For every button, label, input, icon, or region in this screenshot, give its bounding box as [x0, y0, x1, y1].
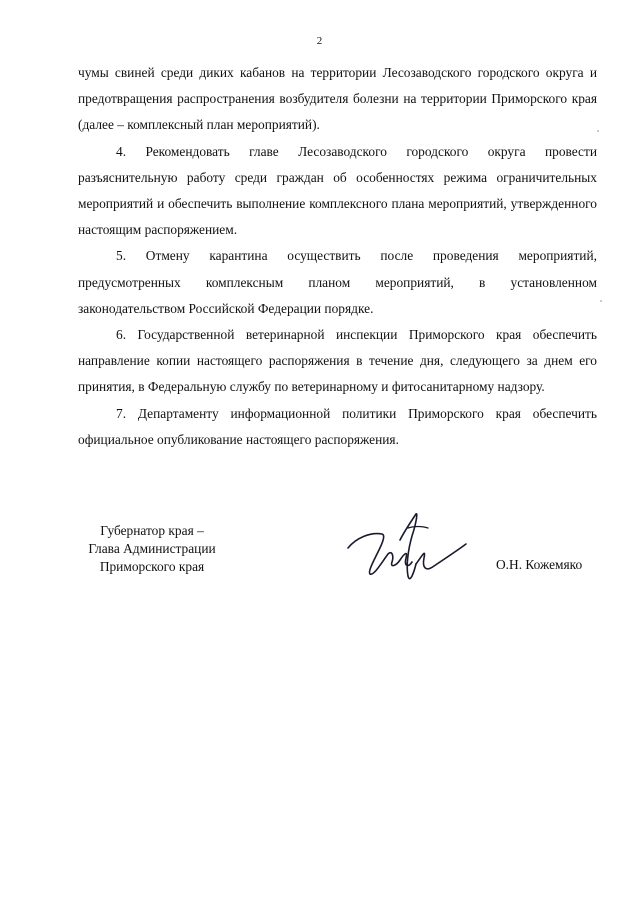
handwritten-signature: [342, 510, 472, 590]
paragraph-item-5: 5. Отмену карантина осуществить после проведения мероприятий, предусмотренных комплексным планом мероприятий, в установленном законодательством Российской Федерации порядке.: [78, 248, 597, 316]
paragraph-item-6: 6. Государственной ветеринарной инспекции Приморского края обеспечить направление копии настоящего распоряжения в течение дня, следующего за днем его принятия, в Федеральную службу по ветеринарному и фитосанитарному надзору.: [78, 327, 597, 395]
scan-speck: [600, 300, 602, 302]
page-number: 2: [316, 35, 323, 47]
signatory-title: [72, 522, 232, 576]
signatory-name: О.Н. Кожемяко: [496, 557, 583, 572]
signatory-title-line: Губернатор края –: [100, 523, 204, 538]
paragraph-item-7: 7. Департаменту информационной политики Приморского края обеспечить официальное опубликование настоящего распоряжения.: [78, 405, 597, 447]
scan-speck: [597, 130, 599, 132]
signatory-title-line: Приморского края: [99, 559, 205, 574]
paragraph-continuation: чумы свиней среди диких кабанов на территории Лесозаводского городского округа и предотвращения распространения возбудителя болезни на территории Приморского края (далее – комплексный план мероприятий).: [78, 65, 597, 133]
signature-block: [0, 522, 639, 592]
signatory-title-line: Глава Администрации: [88, 541, 216, 556]
paragraph-item-4: 4. Рекомендовать главе Лесозаводского городского округа провести разъяснительную работу среди граждан об особенностях режима ограничительных мероприятий и обеспечить выполнение комплексного плана мероприятий, утвержденного настоящим распоряжением.: [78, 143, 597, 238]
document-body: [78, 60, 597, 453]
